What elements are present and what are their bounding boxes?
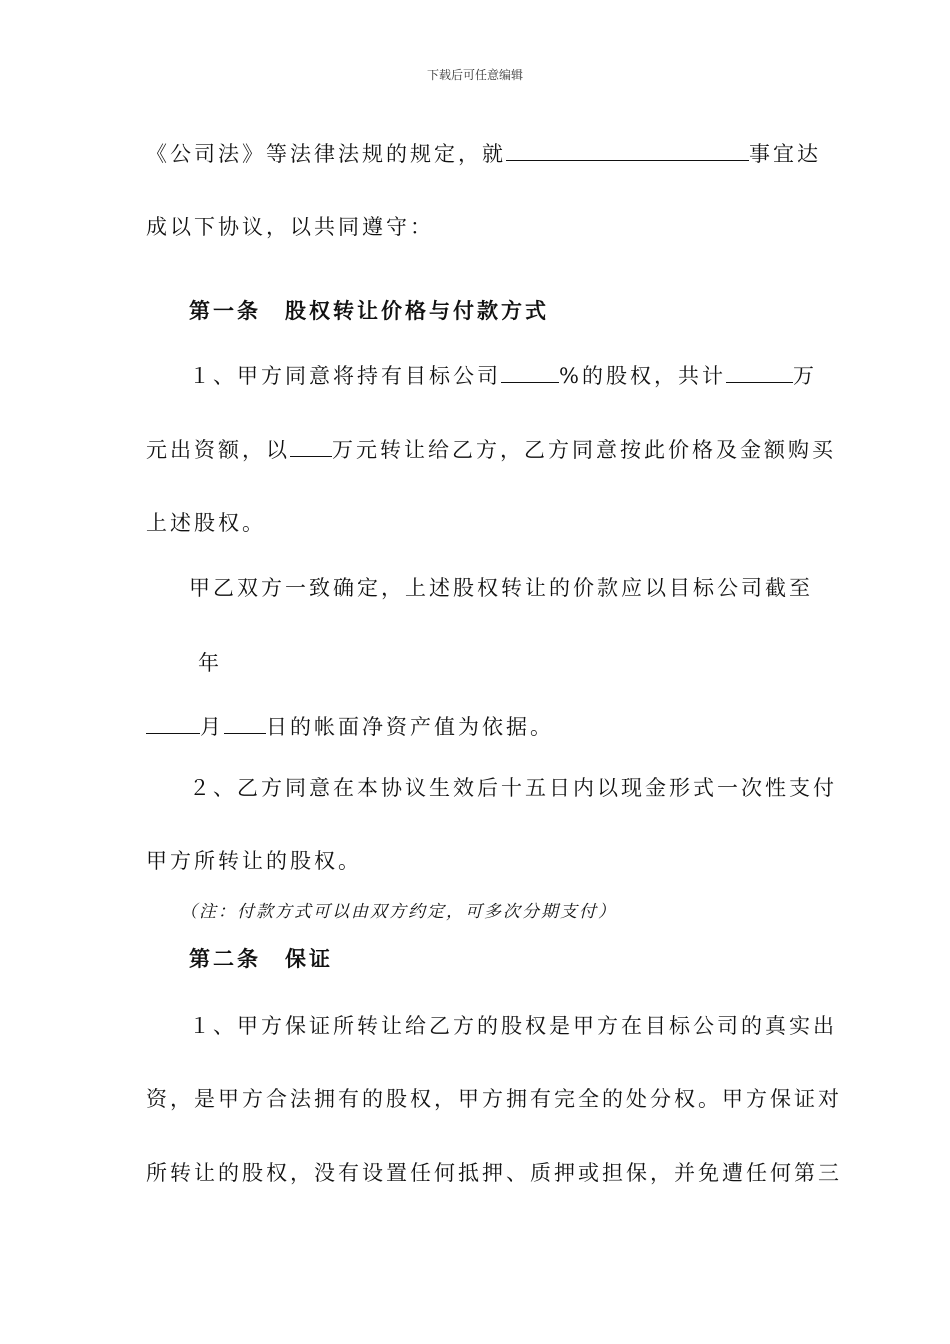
- text: 事宜达: [749, 142, 821, 166]
- text: 元出资额，以: [146, 438, 290, 462]
- paragraph-line: 甲乙双方一致确定，上述股权转让的价款应以目标公司截至: [189, 576, 813, 600]
- text: 万元转让给乙方，乙方同意按此价格及金额购买: [332, 438, 836, 462]
- paragraph-line: 资，是甲方合法拥有的股权，甲方拥有完全的处分权。甲方保证对: [146, 1087, 842, 1111]
- text: 万: [792, 364, 817, 388]
- paragraph-line: 成以下协议，以共同遵守：: [146, 215, 434, 239]
- article-heading: 第二条 保证: [189, 946, 333, 971]
- paragraph-line: 年: [198, 651, 222, 675]
- blank-underline: [506, 138, 749, 161]
- paragraph-line: [146, 138, 821, 169]
- paragraph-line: [146, 711, 554, 742]
- text: 《公司法》等法律法规的规定，就: [146, 142, 506, 166]
- blank-underline: [224, 711, 266, 734]
- blank-underline: [146, 711, 200, 734]
- paragraph-line: ２、乙方同意在本协议生效后十五日内以现金形式一次性支付: [189, 776, 837, 800]
- article-heading: 第一条 股权转让价格与付款方式: [189, 298, 549, 323]
- text: 日的帐面净资产值为依据。: [266, 715, 554, 739]
- blank-underline: [726, 360, 793, 383]
- paragraph-line: １、甲方保证所转让给乙方的股权是甲方在目标公司的真实出: [189, 1014, 837, 1038]
- note: （注：付款方式可以由双方约定，可多次分期支付）: [180, 902, 617, 922]
- paragraph-line: 甲方所转让的股权。: [146, 849, 362, 873]
- text: 月: [200, 715, 224, 739]
- blank-underline: [501, 360, 559, 383]
- paragraph-line: 上述股权。: [146, 511, 266, 535]
- paragraph-line: [146, 434, 836, 465]
- text: %的股权，共计: [559, 364, 726, 388]
- paragraph-line: 所转让的股权，没有设置任何抵押、质押或担保，并免遭任何第三: [146, 1161, 842, 1185]
- blank-underline: [290, 434, 332, 457]
- paragraph-line: [189, 360, 817, 391]
- page-header: 下载后可任意编辑: [426, 68, 523, 82]
- text: １、甲方同意将持有目标公司: [189, 364, 501, 388]
